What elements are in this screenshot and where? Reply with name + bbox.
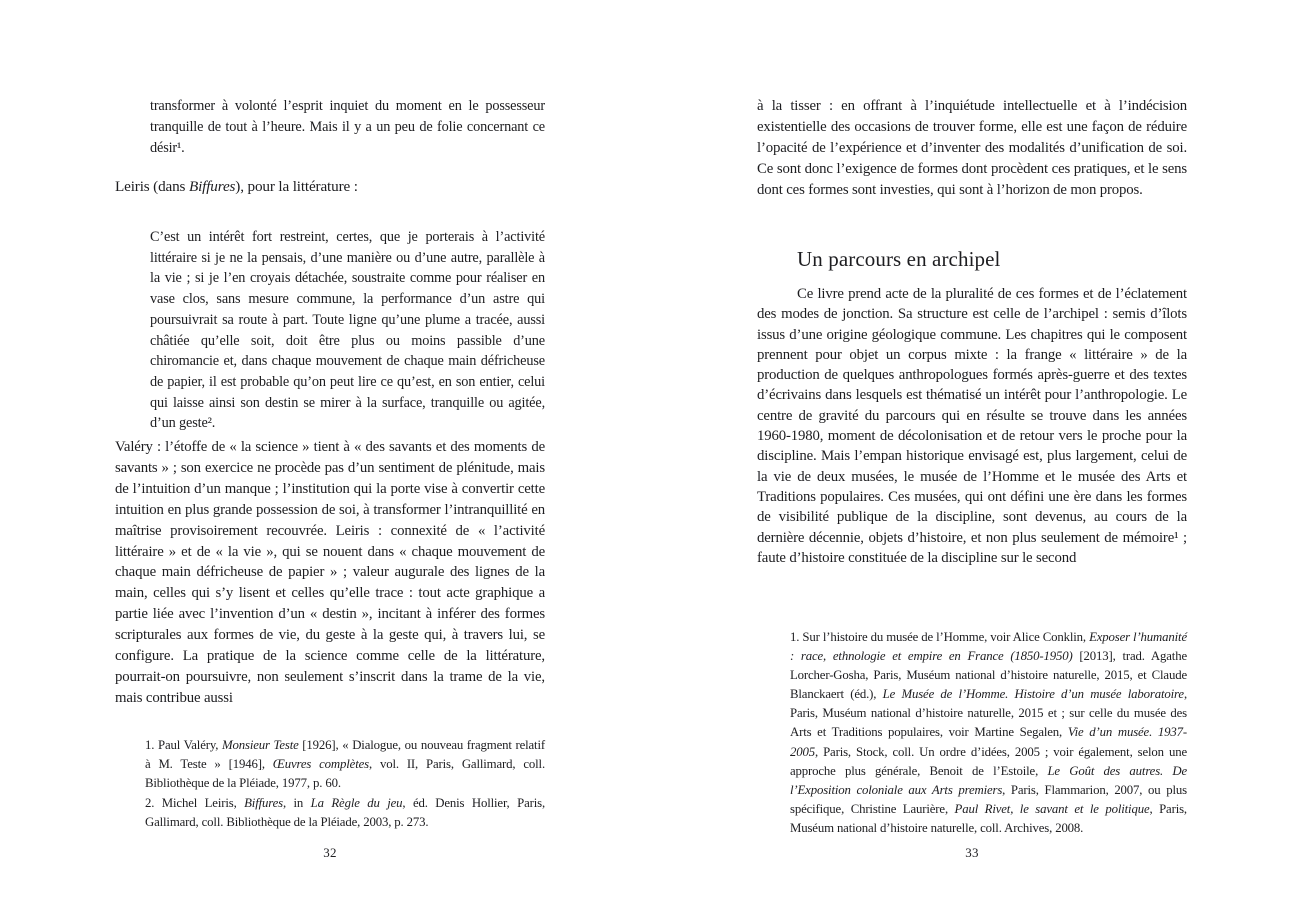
- page-right: [757, 0, 1187, 913]
- footnote-right: 1. Sur l’histoire du musée de l’Homme, voir Alice Conklin, Exposer l’humanité : race, ethnologie et empire en France (1850-1950) [2013], trad. Agathe Lorcher-Gosha, Paris, Muséum national d’histoire naturelle, 2015, et Claude Blanckaert (éd.), Le Musée de l’Homme. Histoire d’un musée laboratoire, Paris, Muséum national d’histoire naturelle, 2015 et ; sur celle du musée des Arts et Traditions populaires, voir Martine Segalen, Vie d’un musée. 1937-2005, Paris, Stock, coll. Un ordre d’idées, 2005 ; voir également, selon une approche plus générale, Benoit de l’Estoile, Le Goût des autres. De l’Exposition coloniale aux Arts premiers, Paris, Flammarion, 2007, ou plus spécifique, Christine Laurière, Paul Rivet, le savant et le politique, Paris, Muséum national d’histoire naturelle, coll. Archives, 2008.: [790, 628, 1187, 838]
- opening-block-quote: transformer à volonté l’esprit inquiet du moment en le possesseur tranquille de tout à l’heure. Mais il y a un peu de folie concernant ce désir¹.: [150, 98, 545, 156]
- valery-commentary-paragraph: Valéry : l’étoffe de « la science » tient à « des savants et des moments de savants » ; son exercice ne procède pas d’un sentiment de plénitude, mais de l’intuition d’un manque ; l’institution qui la porte vise à convertir cette intuition en plus grande possession de soi, à transformer l’intranquillité en maîtrise provisoirement recouvrée. Leiris : connexité de « l’activité littéraire » et de « la vie », qui se nouent dans « chaque mouvement de chaque main défricheuse de papier » ; valeur augurale des lignes de la main, celles qui s’y lisent et celles qu’elle trace : tout acte graphique a partie liée avec l’invention d’un « destin », incitant à inférer des formes scripturales aux formes de vie, du geste à la geste qui, à travers lui, se configure. La pratique de la science comme celle de la littérature, pourrait-on poursuivre, non seulement s’inscrit dans la trame de la vie, mais contribue aussi: [115, 439, 545, 706]
- section-paragraph: Ce livre prend acte de la pluralité de ces formes et de l’éclatement des modes de jonction. Sa structure est celle de l’archipel : semis d’îlots issus d’une origine géologique commune. Les chapitres qui le composent prennent pour objet un corpus mixte : la frange « littéraire » de la production de quelques anthropologues formés après-guerre et des textes d’écrivains dans lesquels est thématisé un intérêt pour l’anthropologie. Le centre de gravité du parcours qui en résulte se trouve dans les années 1960-1980, moment de décolonisation et de retour vers le proche pour la discipline. Mais l’empan historique envisagé est, plus largement, celui de la vie de deux musées, le musée de l’Homme et le musée des Arts et Traditions populaires. Ces musées, qui ont défini une ère dans les formes de visibilité publique de la discipline, sont devenus, au cours de la dernière décennie, objets d’histoire, et non plus seulement de mémoire¹ ; faute d’histoire constituée de la discipline sur le second: [757, 286, 1187, 566]
- footnote-2: 2. Michel Leiris, Biffures, in La Règle du jeu, éd. Denis Hollier, Paris, Gallimard, coll. Bibliothèque de la Pléiade, 2003, p. 273.: [145, 795, 545, 829]
- section-heading: Un parcours en archipel: [797, 247, 1001, 271]
- leiris-intro-line: Leiris (dans Biffures), pour la littérature :: [115, 178, 358, 195]
- page-number-right: 33: [965, 845, 979, 860]
- footnotes-left: [145, 736, 545, 832]
- continuing-paragraph: à la tisser : en offrant à l’inquiétude intellectuelle et à l’indécision existentielle des occasions de trouver forme, elle est une façon de réduire l’opacité de l’expérience et d’inventer des modalités d’unification de soi. Ce sont donc l’exigence de formes dont procèdent ces pratiques, et le sens dont ces formes sont investies, qui sont à l’horizon de mon propos.: [757, 98, 1187, 198]
- footnote-1: 1. Paul Valéry, Monsieur Teste [1926], « Dialogue, ou nouveau fragment relatif à M. Teste » [1946], Œuvres complètes, vol. II, Paris, Gallimard, coll. Bibliothèque de la Pléiade, 1977, p. 60.: [145, 737, 545, 791]
- page-left: [115, 0, 545, 913]
- leiris-block-quote: C’est un intérêt fort restreint, certes, que je porterais à l’activité littéraire si je ne la pensais, d’une manière ou d’une autre, parallèle à la vie ; si je l’en croyais détachée, soustraite comme pour réaliser en vase clos, sans mesure commune, la performance d’un astre qui poursuivrait sa route à part. Toute ligne qu’une plume a tracée, aussi châtiée qu’elle soit, doit être plus ou moins passible d’une chiromancie et, dans chaque mouvement de chaque main défricheuse de papier, il est probable qu’on peut lire ce qu’est, en son entier, celui qui laisse ainsi son destin se mirer à la surface, tranquille ou agitée, d’un geste².: [150, 229, 545, 432]
- page-number-left: 32: [323, 845, 337, 860]
